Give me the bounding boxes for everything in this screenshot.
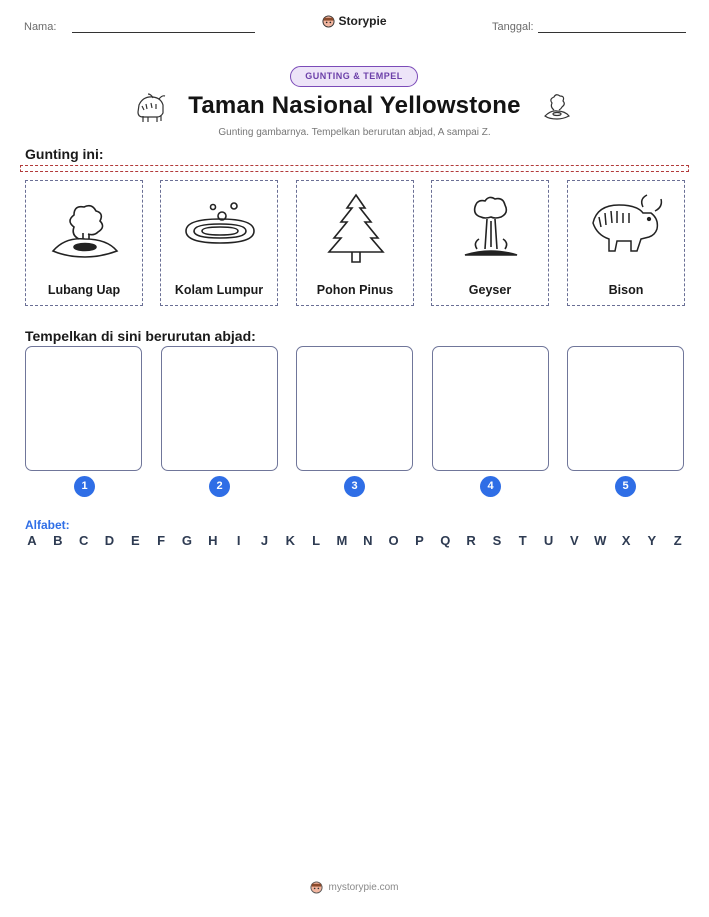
cut-card-geyser[interactable] [431,180,549,306]
alphabet-label: Alfabet: [25,518,70,532]
alphabet-letter: A [27,533,37,548]
footer-url[interactable]: mystorypie.com [328,882,399,893]
alphabet-letter: R [466,533,476,548]
slot-number-3: 3 [344,476,365,497]
alphabet-letter: T [518,533,527,548]
brand-name: Storypie [338,14,387,28]
alphabet-letter: Y [647,533,657,548]
card-label: Kolam Lumpur [174,283,264,297]
paste-section-label: Tempelkan di sini berurutan abjad: [25,328,256,344]
slot-number-2: 2 [209,476,230,497]
brand-logo [0,14,709,31]
name-line[interactable] [72,32,255,33]
alphabet-letter: I [236,533,241,548]
alphabet-letter: E [130,533,140,548]
paste-slot-1[interactable] [25,346,142,471]
instructions: Gunting gambarnya. Tempelkan berurutan abjad, A sampai Z. [218,127,491,138]
alphabet-letter: W [594,533,607,548]
geyser-icon [451,189,531,269]
alphabet-letter: F [157,533,166,548]
alphabet-letter: S [492,533,502,548]
alphabet-letter: H [208,533,218,548]
cut-card-bison[interactable] [567,180,685,306]
cut-card-lubang-uap[interactable] [25,180,143,306]
fumarole-icon [45,189,125,269]
cut-card-kolam-lumpur[interactable] [160,180,278,306]
alphabet-letter: O [388,533,399,548]
alphabet-letter: U [543,533,554,548]
alphabet-letter: P [415,533,424,548]
card-label: Lubang Uap [47,283,121,297]
alphabet-letter: K [285,533,295,548]
footer [0,881,709,897]
slot-number-1: 1 [74,476,95,497]
cut-section-label: Gunting ini: [25,146,104,162]
alphabet-letter: B [53,533,63,548]
cut-line [20,165,689,172]
paste-slot-5[interactable] [567,346,684,471]
alphabet-letter: Z [673,533,682,548]
fumarole-decor-icon [541,90,573,122]
pine-tree-icon [316,189,396,269]
alphabet-row [25,533,685,548]
alphabet-letter: Q [440,533,451,548]
mud-pot-icon [180,189,260,269]
slot-number-5: 5 [615,476,636,497]
card-label: Pohon Pinus [316,283,394,297]
date-label: Tanggal: [492,21,534,33]
alphabet-letter: J [260,533,269,548]
card-label: Geyser [468,283,512,297]
storypie-logo-icon [322,15,335,28]
alphabet-letter: G [181,533,193,548]
alphabet-letter: D [104,533,115,548]
activity-badge: GUNTING & TEMPEL [290,66,418,87]
slot-number-4: 4 [480,476,501,497]
card-label: Bison [608,283,644,297]
paste-slot-2[interactable] [161,346,278,471]
name-label: Nama: [24,21,57,33]
alphabet-letter: X [621,533,631,548]
date-line[interactable] [538,32,686,33]
alphabet-letter: C [78,533,89,548]
cut-card-pohon-pinus[interactable] [296,180,414,306]
bison-icon [587,189,667,269]
storypie-logo-icon [310,881,323,894]
alphabet-letter: N [363,533,373,548]
alphabet-letter: V [570,533,579,548]
paste-slot-4[interactable] [432,346,549,471]
alphabet-letter: L [312,533,321,548]
alphabet-letter: M [336,533,348,548]
paste-slot-3[interactable] [296,346,413,471]
page-title: Taman Nasional Yellowstone [188,92,521,119]
